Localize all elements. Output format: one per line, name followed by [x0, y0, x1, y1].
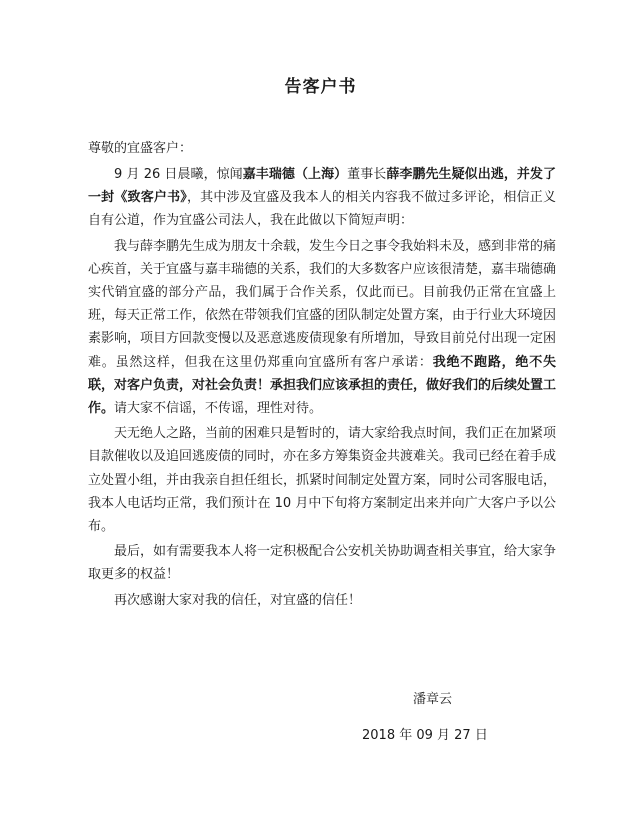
- letter-body: [88, 163, 556, 614]
- paragraph-thanks: [88, 589, 556, 612]
- text-segment: 天无绝人之路，当前的困难只是暂时的，请大家给我点时间，我们正在加紧项目款催收以及追回逃废债的同时，亦在多方筹集资金共渡难关。我司已经在着手成立处置小组，并由我亲自担任组长，抓紧时间制定处置方案，同时公司客服电话，我本人电话均正常，我们预计在 10 月中下旬将方案制定出来并向广大客户予以公布。: [88, 426, 557, 535]
- document-title: 告客户书: [284, 77, 357, 97]
- text-segment-bold: 董事长: [347, 167, 387, 182]
- salutation: 尊敬的宜盛客户：: [88, 141, 193, 156]
- text-segment: 请大家不信谣，不传谣，理性对待。: [114, 401, 323, 417]
- paragraph-plan: [88, 422, 556, 538]
- text-segment-bold: 薛李鹏先生疑似出逃，并发了一封《致客户书》: [88, 167, 556, 206]
- paragraph-statement-intro: [88, 163, 556, 233]
- paragraph-relationship: [88, 235, 556, 421]
- paragraph-cooperation: [88, 540, 556, 586]
- text-segment: 再次感谢大家对我的信任，对宜盛的信任！: [114, 592, 362, 608]
- text-segment-bold: 我绝不跑路，绝不失联，对客户负责，对社会负责！承担我们应该承担的责任，做好我们的后续处置工作。: [88, 354, 557, 417]
- text-segment: 我与薛李鹏先生成为朋友十余载，发生今日之事令我始料未及，感到非常的痛心疾首，关于宜盛与嘉丰瑞德的关系，我们的大多数客户应该很清楚，嘉丰瑞德确实代销宜盛的部分产品，我们属于合作关系，仅此而已。目前我仍正常在宜盛上班，每天正常工作，依然在带领我们宜盛的团队制定处置方案，由于行业大环境因素影响，项目方回款变慢以及恶意逃废债现象有所增加，导致目前兑付出现一定困难。虽然这样，但我在这里仍郑重向宜盛所有客户承诺：: [88, 238, 557, 370]
- text-segment-bold: 嘉丰瑞德（上海）: [242, 167, 348, 182]
- signature-name: 潘章云: [413, 692, 453, 707]
- text-segment: 9 月 26 日晨曦，惊闻: [114, 167, 243, 182]
- text-segment: 最后，如有需要我本人将一定积极配合公安机关协助调查相关事宜，给大家争取更多的权益！: [88, 544, 557, 583]
- signature-date: 2018 年 09 月 27 日: [362, 728, 488, 743]
- text-segment: ，其中涉及宜盛及我本人的相关内容我不做过多评论，相信正义自有公道，作为宜盛公司法人，我在此做以下简短声明：: [88, 190, 556, 229]
